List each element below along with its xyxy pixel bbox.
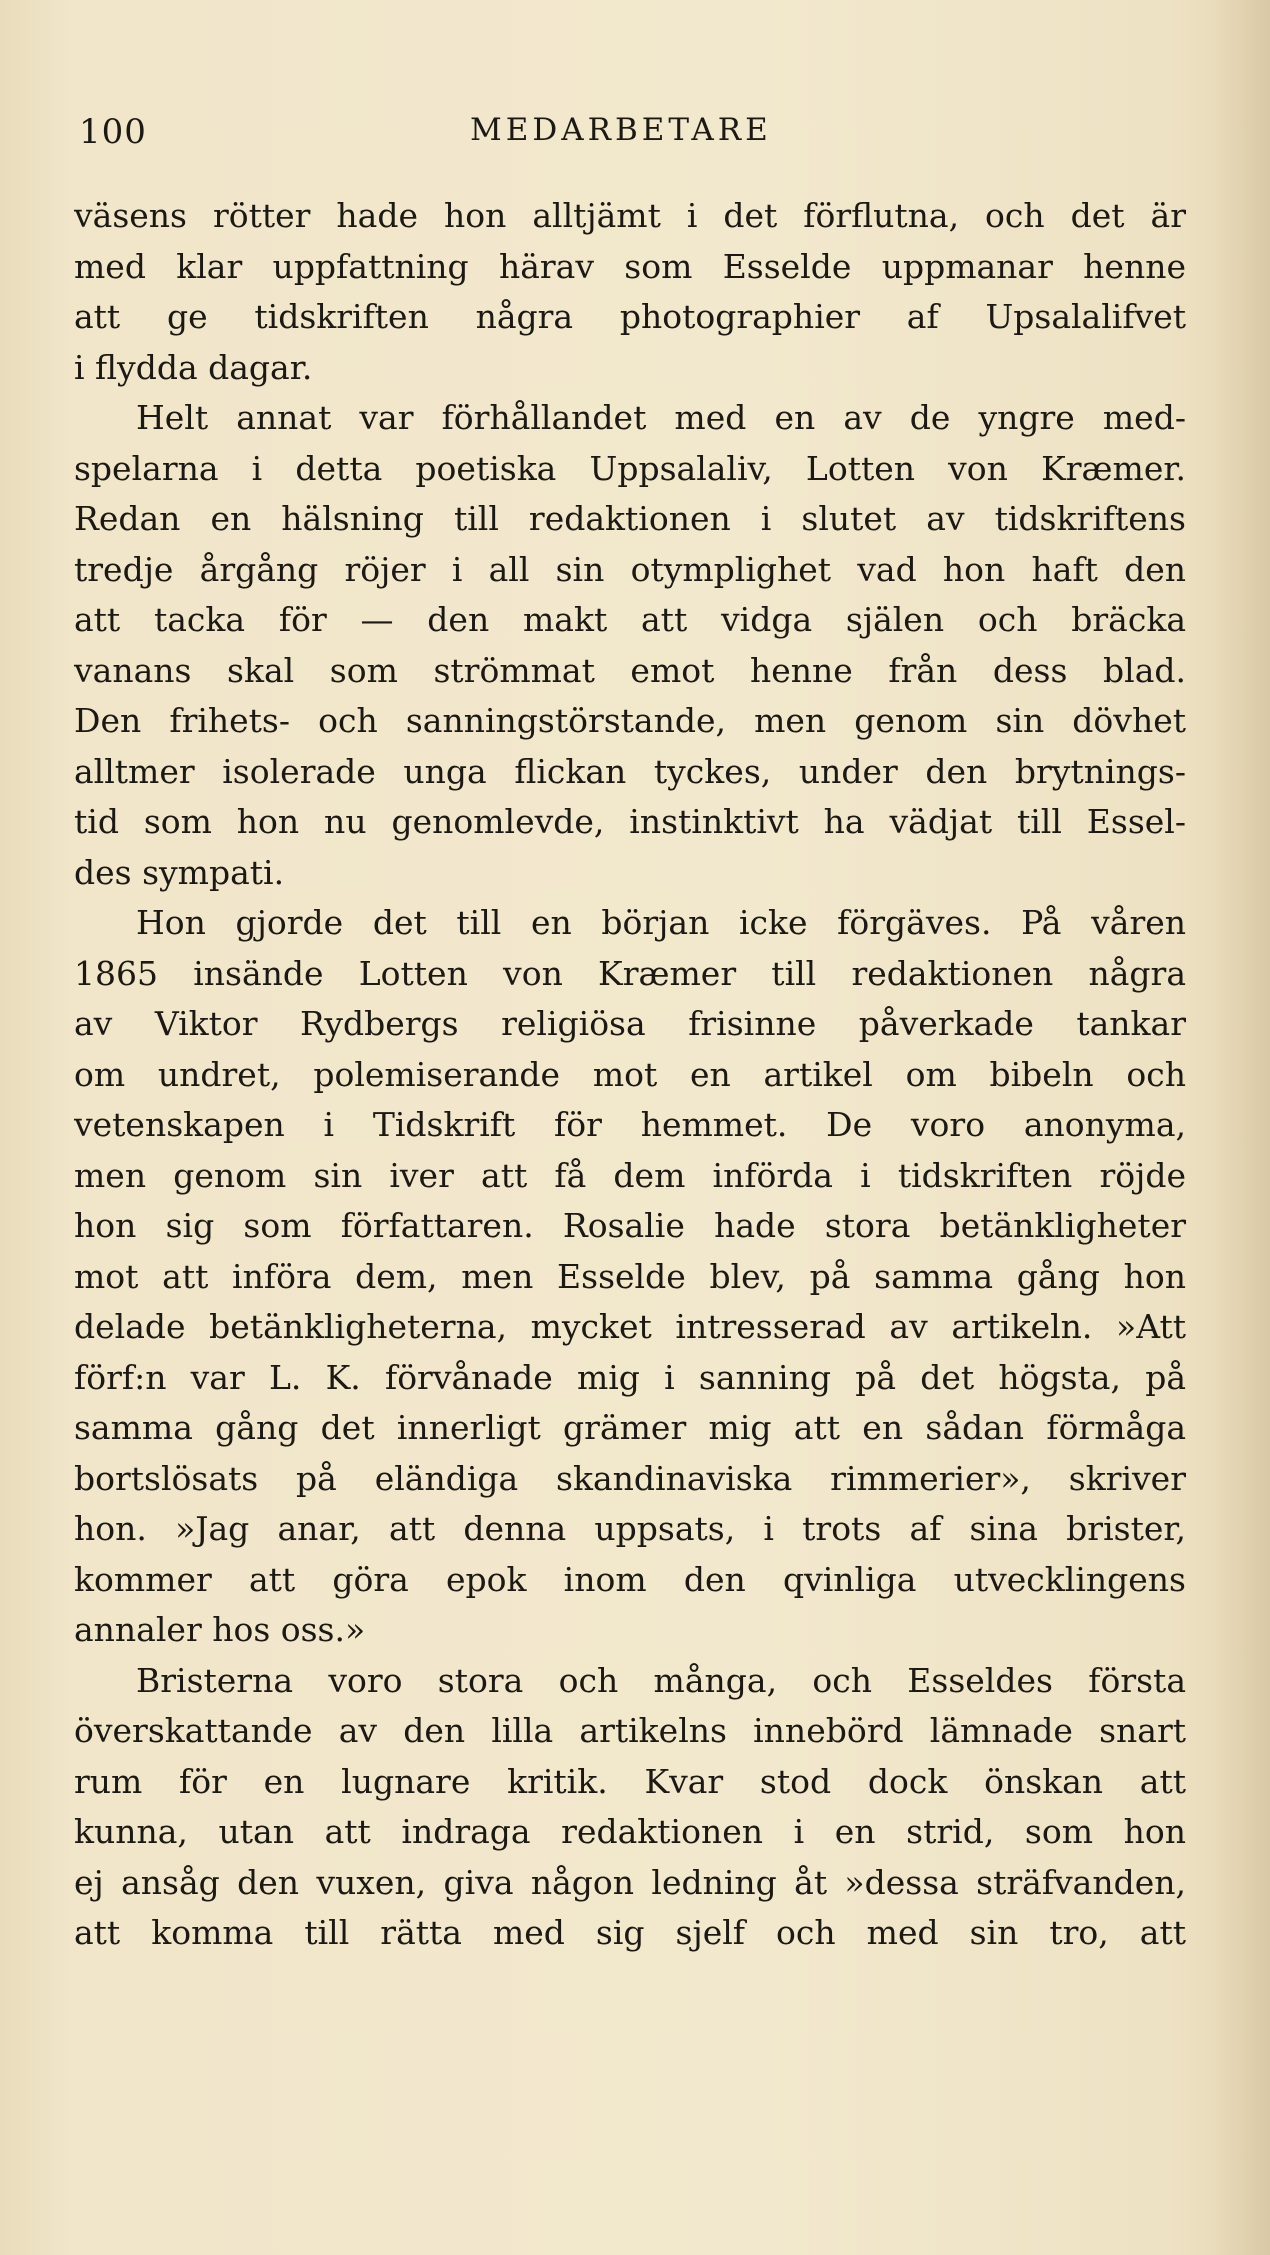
text-line: rum för en lugnare kritik. Kvar stod dock önskan att bbox=[74, 1761, 1186, 1801]
page-edge-shade bbox=[1210, 0, 1270, 2255]
text-line: kunna, utan att indraga redaktionen i en strid, som hon bbox=[74, 1812, 1186, 1851]
text-line: att komma till rätta med sig sjelf och med sin tro, att bbox=[74, 1913, 1186, 1952]
text-line: förf:n var L. K. förvånade mig i sanning på det högsta, på bbox=[74, 1357, 1186, 1397]
text-line: spelarna i detta poetiska Uppsalaliv, Lotten von Kræmer. bbox=[74, 448, 1186, 488]
text-line: bortslösats på eländiga skandinaviska rimmerier», skriver bbox=[74, 1458, 1186, 1498]
paragraph-start: Helt annat var förhållandet med en av de yngre med- bbox=[136, 398, 1186, 437]
text-line: tredje årgång röjer i all sin otymplighet vad hon haft den bbox=[74, 549, 1186, 589]
text-line: Redan en hälsning till redaktionen i slutet av tidskriftens bbox=[74, 499, 1186, 538]
body-text bbox=[74, 191, 1186, 1959]
text-line: om undret, polemiserande mot en artikel om bibeln och bbox=[74, 1054, 1186, 1094]
text-line: väsens rötter hade hon alltjämt i det förflutna, och det är bbox=[74, 196, 1186, 235]
text-line: ej ansåg den vuxen, giva någon ledning åt »dessa sträfvanden, bbox=[74, 1862, 1186, 1902]
paragraph-start: Hon gjorde det till en början icke förgäves. På våren bbox=[136, 903, 1186, 942]
running-title: MEDARBETARE bbox=[470, 112, 772, 148]
text-line: samma gång det innerligt grämer mig att en sådan förmåga bbox=[74, 1408, 1186, 1447]
text-line: att ge tidskriften några photographier af Upsalalifvet bbox=[74, 297, 1186, 336]
text-line: Den frihets- och sanningstörstande, men genom sin dövhet bbox=[74, 701, 1186, 740]
text-line: att tacka för — den makt att vidga själen och bräcka bbox=[74, 600, 1186, 639]
text-line: vetenskapen i Tidskrift för hemmet. De voro anonyma, bbox=[74, 1105, 1186, 1144]
paragraph-start: Bristerna voro stora och många, och Esseldes första bbox=[136, 1660, 1186, 1700]
text-line: i flydda dagar. bbox=[74, 347, 313, 387]
text-line: mot att införa dem, men Esselde blev, på samma gång hon bbox=[74, 1256, 1186, 1296]
text-line: vanans skal som strömmat emot henne från dess blad. bbox=[74, 650, 1186, 690]
text-line: hon sig som författaren. Rosalie hade stora betänkligheter bbox=[74, 1206, 1186, 1245]
text-line: men genom sin iver att få dem införda i tidskriften röjde bbox=[74, 1155, 1186, 1195]
running-head bbox=[0, 112, 1270, 164]
text-line: av Viktor Rydbergs religiösa frisinne påverkade tankar bbox=[74, 1004, 1186, 1043]
page-number: 100 bbox=[79, 112, 147, 152]
text-line: annaler hos oss.» bbox=[74, 1610, 366, 1649]
text-line: des sympati. bbox=[74, 852, 285, 892]
text-line: tid som hon nu genomlevde, instinktivt ha vädjat till Essel- bbox=[74, 802, 1186, 841]
text-line: kommer att göra epok inom den qvinliga utvecklingens bbox=[74, 1559, 1186, 1599]
text-line: hon. »Jag anar, att denna uppsats, i trots af sina brister, bbox=[74, 1509, 1186, 1548]
text-line: alltmer isolerade unga flickan tyckes, under den brytnings- bbox=[74, 751, 1186, 791]
text-line: delade betänkligheterna, mycket intresserad av artikeln. »Att bbox=[74, 1307, 1186, 1346]
text-line: med klar uppfattning härav som Esselde uppmanar henne bbox=[74, 246, 1186, 286]
text-line: överskattande av den lilla artikelns innebörd lämnade snart bbox=[74, 1711, 1186, 1750]
text-line: 1865 insände Lotten von Kræmer till redaktionen några bbox=[74, 953, 1186, 993]
